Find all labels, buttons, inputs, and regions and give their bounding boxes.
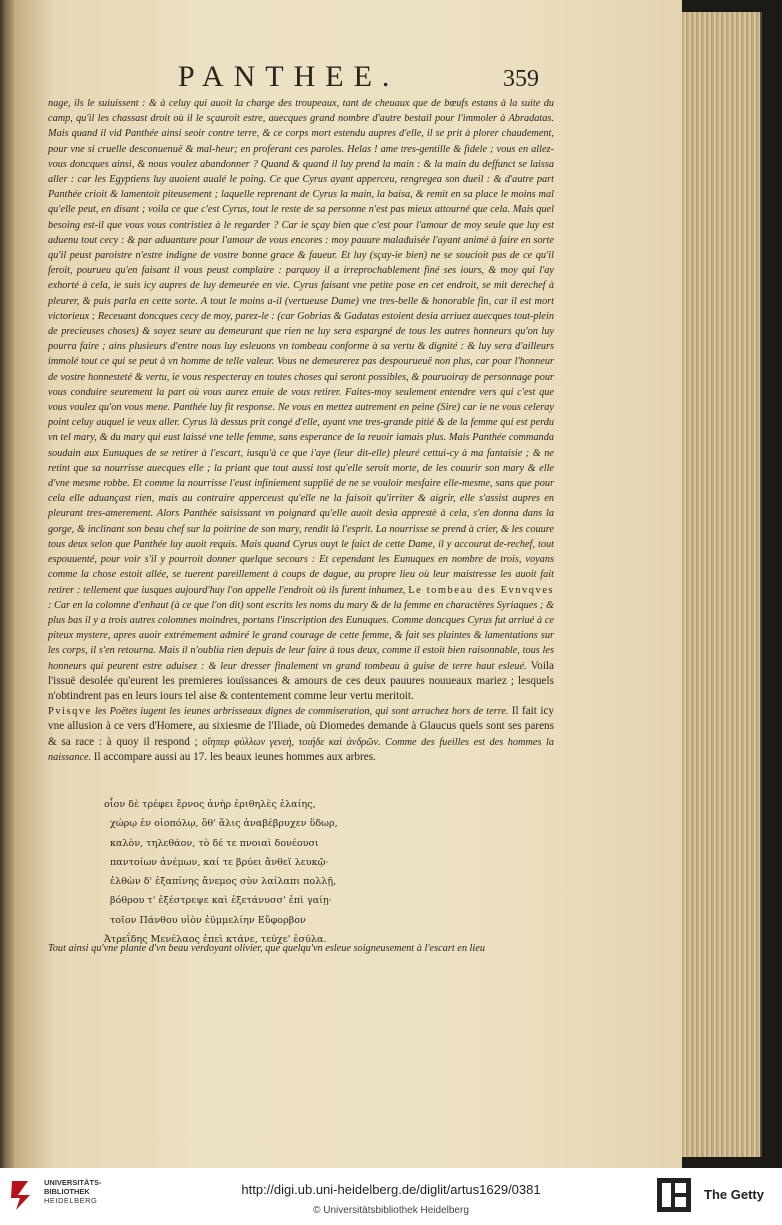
page-block-edge	[682, 12, 762, 1157]
greek-verse-line: ἐλθὼν δ' ἐξαπίνης ἄνεμος σὺν λαίλαπι πολλῇ,	[110, 876, 337, 888]
note-italic-2: Comme des fueilles est des hommes la naissance.	[48, 736, 555, 763]
note-greek-inline: οἵηπερ φύλλων γενεὴ, τοιήδε καὶ ἀνδρῶν.	[202, 736, 381, 748]
getty-logo-icon[interactable]	[657, 1178, 691, 1212]
body-text	[48, 96, 554, 765]
book-page	[14, 0, 682, 1168]
library-name-line: UNIVERSITÄTS-	[44, 1178, 102, 1187]
greek-verse-line: Ἀτρεΐδης Μενέλαος ἐπεὶ κτάνε, τεύχε' ἐσύλα.	[104, 934, 327, 946]
greek-verse-line: οἷον δὲ τρέφει ἔρνος ἀνὴρ ἐριθηλὲς ἐλαίης,	[104, 799, 316, 810]
body-paragraph-main: nage, ils le suiuissent : & à celuy qui auoit la charge des troupeaux, tant de cheuaux que de bœufs estans à la suite du camp, qu'il les chassast droit où il le sçauroit estre, auecques grand nombre d'autre bestail pour l'immoler à Abradatas. Mais quand il vid Panthée ainsi seoir contre terre, & ce corps mort estendu aupres d'elle, il se prit à plorer chaudement, pour vne si cruelle desconuenuë & mal-heur; en proferant ces paroles. Helas ! ame tres-gentille & fidele ; vous en allez-vous doncques ainsi, & nous voulez abandonner ? Quand & quand il luy prend la main : & la main du deffunct se laissa aller : car les Egyptiens luy auoient aualé le poing. Ce que Cyrus ayant apperceu, rengregea son dueil : & d'autre part Panthée crioit & lamentoit piteusement ; laquelle reprenant de Cyrus la main, la baisa, & remit en sa place le moins mal qu'elle peut, en disant ; voila ce que c'est Cyrus, tout le reste de sa personne n'est pas mieux attourné que cela. Mais quel besoing est-il que vous vous contristiez à le regarder ? Car ie sçay bien que c'est pour l'amour de moy seule que luy est aduenu tout cecy : & par aduanture pour l'amour de vous encores : moy pauure maladuisée l'ayant animé à faire en sorte qu'il peust paroistre n'estre indigne de vostre bonne grace & faueur. Et luy (sçay-ie bien) ne se soucioit pas de ce qu'il feroit, pourueu qu'en faisant il vous peust complaire : parquoy il a irreprochablement finé ses iours, & moy qui l'ay exhorté à cela, ie suis icy aupres de luy demeurée en vie. Cyrus faisant vne petite pose en cet endroit, se mit derechef à pleurer, & puis parla en cette sorte. A tout le moins a-il (vertueuse Dame) vne tres-belle & honorable fin, car il est mort victorieux ; Receuant doncques cecy de moy, parez-le : (car Gobrias & Gadatas estoient desia arriuez auecques tout-plein de precieuses choses) & soyez seure au demeurant que rien ne luy sera espargné de tous les autres honneurs qu'on luy pourra faire ; ains plusieurs d'entre nous luy esleuons vn tombeau conforme à sa vertu & dignité : & luy sera d'ailleurs immolé tout ce qui se peut à vn homme de telle valeur. Vous ne demeurerez pas despourueuë non plus, car pour l'honneur de vostre honnesteté & vertu, ie vous respecteray en toutes choses qui seront possibles, & pouruoiray de personnage pour vous conduire seurement la part où vous aurez enuie de vous retirer. Faites-moy seulement entendre vers qui c'est que vous voulez qu'on vous mene. Panthée luy fit response. Ne vous en mettez autrement en peine (Sire) car ie ne vous celeray point celuy auquel ie veux aller. Cyrus là dessus prit congé d'elle, ayant vne tres-grande pitié & de la femme qui est perdu vn tel mary, & du mary qui eust laissé vne telle femme, sans esperance de la reuoir iamais plus. Mais Panthée commanda soudain aux Eunuques de se retirer à l'escart, iusqu'à ce que i'aye (leur dit-elle) pleuré cettui-cy à ma fantaisie ; & ne retint que sa nourrisse auecques elle ; la priant que tout aussi tost qu'elle seroit morte, de les couurir son mary & elle d'vne mesme robbe. Et comme la nourrisse l'eust infiniement supplié de ne se vouloir mesfaire elle-mesme, sans que pour cela elle aduançast rien, mais au contraire apperceust qu'elle ne la faisoit qu'irriter & aigrir, elle s'assist aupres en pleurant tres-amerement. Alors Panthée saisissant vn poignard qu'elle auoit desia apprestè à cela, s'en donna dans la gorge, & inclinant son beau chef sur la poitrine de son mary, rendit là l'esprit. La nourrisse se prend à crier, & les couure tous deux selon que Panthée luy auoit requis. Mais quand Cyrus ouyt le faict de cette Dame, il y accourut de-rechef, tout espouuenté, pour voir s'il y pourroit donner quelque secours : Et cependant les Eunuques en nombre de trois, voyans comme la chose estoit allée, se tuerent pareillement à coups de dague, au propre lieu où leur maistresse les auoit fait retirer : tellement que iusques aujourd'huy l'on appelle l'endroit où ils furent inhumez,	[48, 98, 554, 596]
copyright-notice: © Universitätsbibliothek Heidelberg	[313, 1205, 469, 1216]
viewer-footer	[0, 1168, 782, 1225]
tomb-heading: Le tombeau des Evnvqves	[408, 584, 554, 596]
greek-verse-line: καλὸν, τηλεθάον, τὸ δέ τε πνοιαὶ δονέουσι	[110, 837, 319, 849]
closing-line: Tout ainsi qu'vne plante d'vn beau verdoyant olivier, que quelqu'vn esleue soigneusement à l'escart en lieu	[48, 943, 485, 954]
page-header	[14, 60, 682, 100]
greek-verse-line: βόθρου τ' ἐξέστρεψε καὶ ἐξετάνυσσ' ἐπὶ γαίῃ·	[110, 895, 332, 907]
body-paragraph-conclusion: Voila l'issuë desolée qu'eurent les premieres iouïssances & amours de ces deux pauures nouueaux mariez ; lesquels n'obtindrent pas en leurs iours tel aise & contentement comme leur vertu meritoit.	[48, 659, 555, 702]
body-paragraph-continued: : Car en la colomne d'enhaut (à ce que l'on dit) sont escrits les noms du mary & de la femme en charactères Syriaques ; & plus bas il y a trois autres colomnes moindres, portans l'inscription des Eunuques. Comme doncques Cyrus fut arriué à ce piteux mystere, apres auoir extrémement admiré le grand courage de cette femme, & fait ses plaintes & lamentations sur les corps, il s'en retourna. Mais il n'oublia rien depuis de leur faire à tous deux, comme il estoit bien raisonnable, tous les honneurs qui peurent estre aduisez : & leur dresser finalement vn grand tombeau à guise de terre haut esleué.	[48, 599, 554, 672]
book-spine	[0, 0, 14, 1168]
page-number: 359	[503, 66, 539, 92]
note-lead-word: Pvisqve	[48, 706, 92, 718]
partner-name[interactable]: The Getty	[704, 1187, 764, 1202]
note-italic: les Poëtes iugent les ieunes arbrisseaux dignes de commiseration, qui sont arrachez hors de terre.	[94, 706, 509, 718]
note-roman: Il fait icy vne allusion à ce vers d'Homere, au sixiesme de l'Iliade, où Diomedes demande à Glaucus quels sont ses parens & sa race : à quoy il respond ;	[48, 705, 554, 748]
greek-verses	[104, 795, 338, 949]
library-name-line: BIBLIOTHEK	[44, 1187, 90, 1196]
note-roman-2: Il accompare aussi au 17. les beaux ieunes hommes aux arbres.	[93, 750, 376, 763]
library-city: HEIDELBERG	[44, 1196, 98, 1205]
running-head: PANTHEE.	[178, 60, 400, 93]
permalink-url[interactable]: http://digi.ub.uni-heidelberg.de/diglit/artus1629/0381	[241, 1182, 541, 1197]
greek-verse-line: χώρῳ ἐν οἰοπόλῳ, ὅθ' ἅλις ἀναβέβρυχεν ὕδωρ,	[110, 818, 338, 830]
greek-verse-line: τοῖον Πάνθου υἱὸν ἐϋμμελίην Εὔφορβον	[110, 914, 306, 926]
greek-verse-line: παντοίων ἀνέμων, καί τε βρύει ἄνθεϊ λευκῷ·	[110, 856, 329, 868]
